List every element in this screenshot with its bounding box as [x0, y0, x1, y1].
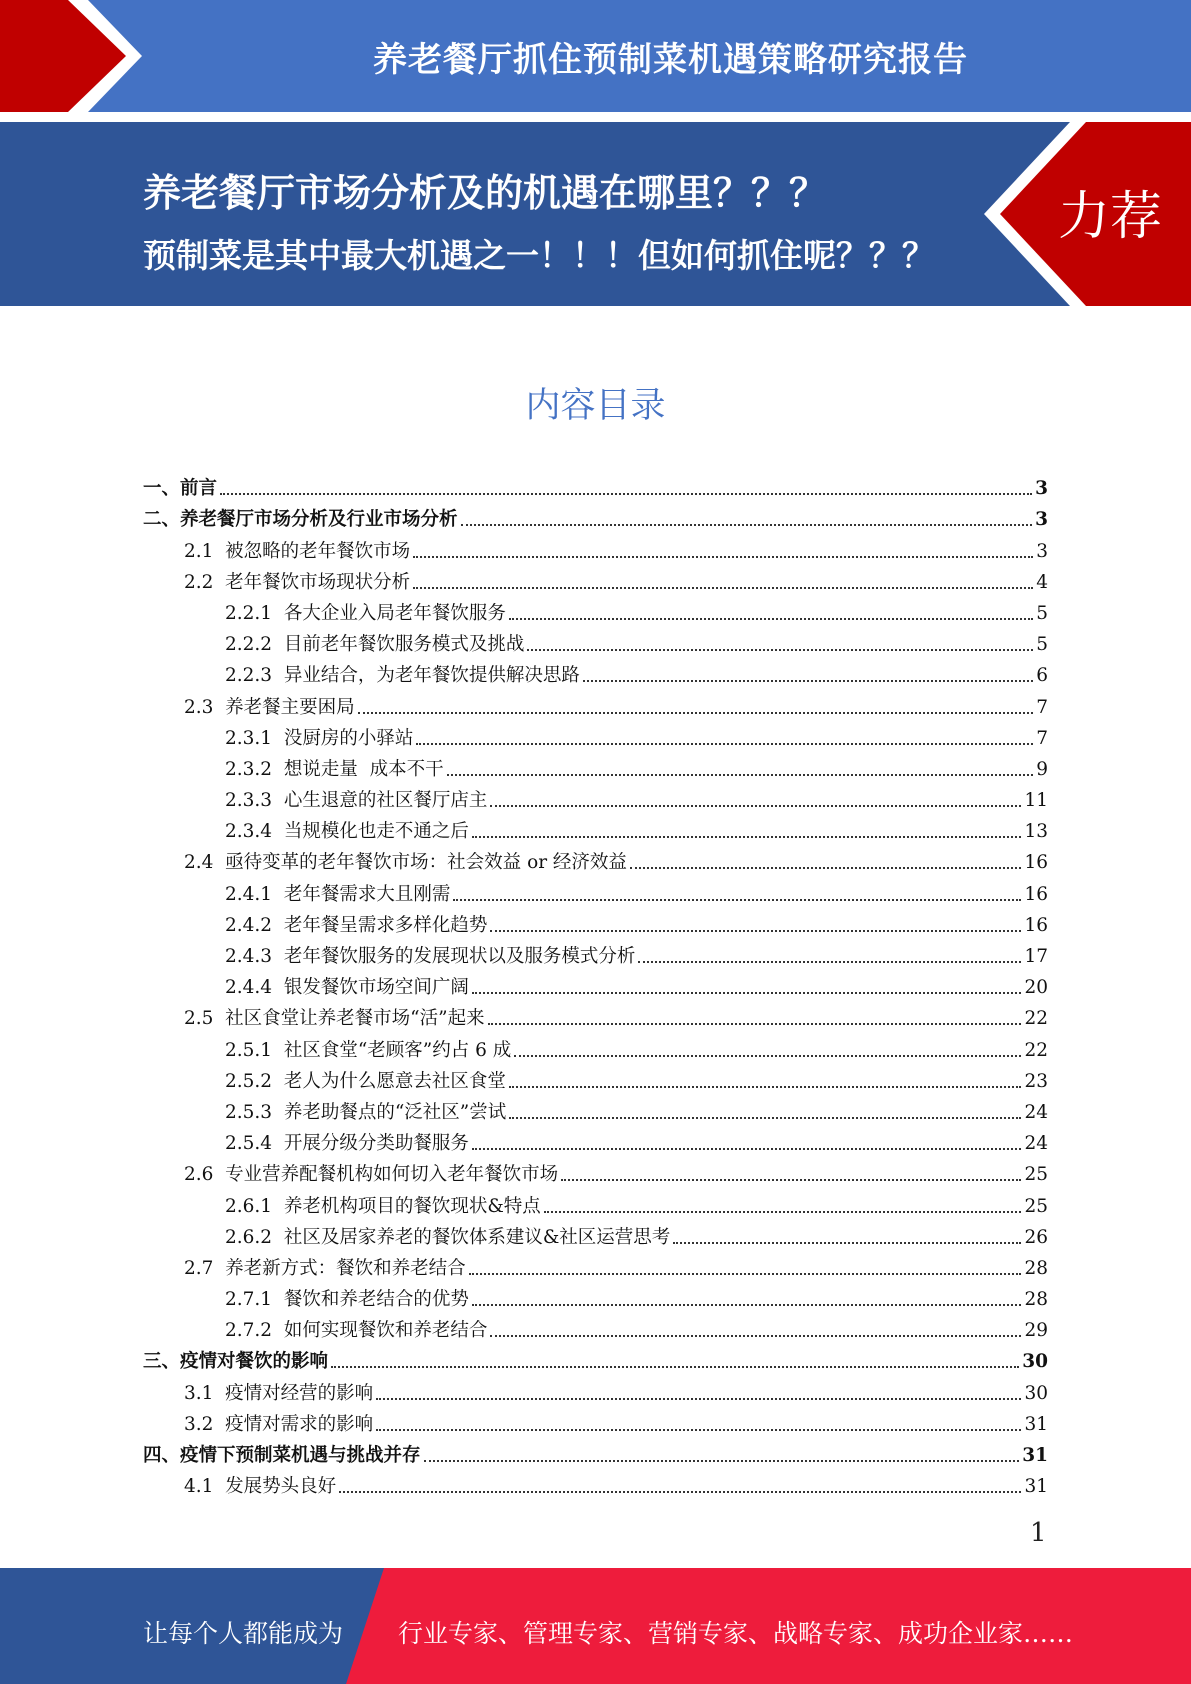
toc-entry-page: 28: [1024, 1289, 1048, 1311]
toc-entry-label: 2.6 专业营养配餐机构如何切入老年餐饮市场: [184, 1164, 559, 1186]
headline-secondary: 预制菜是其中最大机遇之一！！！但如何抓住呢？？？: [143, 236, 935, 275]
toc-entry-label: 3.1 疫情对经营的影响: [184, 1382, 374, 1404]
toc-leader-dots: [472, 1304, 1022, 1306]
toc-entry-page: 24: [1024, 1133, 1048, 1155]
toc-entry[interactable]: [143, 1125, 1048, 1156]
toc-entry-label: 2.5.3 养老助餐点的“泛社区”尝试: [225, 1101, 507, 1123]
toc-entry[interactable]: [143, 1437, 1048, 1468]
toc-leader-dots: [413, 587, 1033, 589]
toc-leader-dots: [461, 524, 1033, 526]
toc-entry-label: 2.7.2 如何实现餐饮和养老结合: [225, 1320, 488, 1342]
toc-entry-label: 2.2.3 异业结合，为老年餐饮提供解决思路: [225, 665, 580, 687]
toc-entry-label: 2.4 亟待变革的老年餐饮市场：社会效益 or 经济效益: [184, 852, 627, 874]
toc-leader-dots: [561, 1179, 1021, 1181]
toc-leader-dots: [376, 1429, 1021, 1431]
toc-entry[interactable]: [143, 1000, 1048, 1031]
toc-entry-page: 5: [1036, 602, 1048, 624]
toc-leader-dots: [339, 1491, 1021, 1493]
toc-entry-page: 13: [1024, 821, 1048, 843]
toc-entry-label: 2.4.2 老年餐呈需求多样化趋势: [225, 914, 488, 936]
toc-entry-label: 2.7.1 餐饮和养老结合的优势: [225, 1289, 469, 1311]
toc-entry-page: 31: [1024, 1476, 1048, 1498]
table-of-contents: [143, 470, 1048, 1499]
toc-leader-dots: [544, 1211, 1022, 1213]
toc-entry-label: 2.3.2 想说走量 成本不干: [225, 758, 444, 780]
toc-entry[interactable]: [143, 1250, 1048, 1281]
footer-slogan-right: 行业专家、管理专家、营销专家、战略专家、成功企业家……: [398, 1619, 1074, 1648]
headline-primary: 养老餐厅市场分析及的机遇在哪里？？？: [143, 171, 828, 215]
banner-red-arrow: [0, 0, 150, 112]
toc-entry-page: 20: [1024, 977, 1048, 999]
toc-leader-dots: [583, 680, 1033, 682]
toc-entry[interactable]: [143, 595, 1048, 626]
toc-leader-dots: [220, 493, 1032, 495]
toc-entry-label: 2.2.2 目前老年餐饮服务模式及挑战: [225, 634, 525, 656]
toc-entry-page: 22: [1024, 1039, 1048, 1061]
toc-entry-label: 2.3.1 没厨房的小驿站: [225, 727, 414, 749]
toc-entry-page: 3: [1036, 540, 1048, 562]
toc-leader-dots: [630, 867, 1022, 869]
toc-entry-label: 2.3.3 心生退意的社区餐厅店主: [225, 790, 488, 812]
toc-leader-dots: [509, 1086, 1022, 1088]
recommend-badge: 力荐: [1058, 187, 1163, 247]
toc-entry[interactable]: [143, 626, 1048, 657]
toc-entry-label: 2.5.4 开展分级分类助餐服务: [225, 1133, 469, 1155]
toc-leader-dots: [490, 930, 1021, 932]
toc-entry-page: 30: [1022, 1351, 1048, 1373]
toc-entry[interactable]: [143, 1156, 1048, 1187]
toc-leader-dots: [358, 712, 1034, 714]
toc-entry-label: 四、疫情下预制菜机遇与挑战并存: [143, 1445, 421, 1466]
toc-entry[interactable]: [143, 564, 1048, 595]
toc-entry-label: 2.2.1 各大企业入局老年餐饮服务: [225, 602, 506, 624]
toc-entry[interactable]: [143, 751, 1048, 782]
toc-entry-label: 2.5.2 老人为什么愿意去社区食堂: [225, 1070, 506, 1092]
toc-entry-label: 2.1 被忽略的老年餐饮市场: [184, 540, 411, 562]
toc-entry[interactable]: [143, 657, 1048, 688]
toc-entry[interactable]: [143, 844, 1048, 875]
toc-leader-dots: [490, 1335, 1021, 1337]
toc-entry-label: 2.5.1 社区食堂“老顾客”约占 6 成: [225, 1039, 512, 1061]
toc-entry-page: 31: [1022, 1445, 1048, 1466]
toc-entry-page: 22: [1024, 1008, 1048, 1030]
toc-entry-label: 一、前言: [143, 478, 218, 500]
toc-leader-dots: [527, 649, 1033, 651]
toc-entry[interactable]: [143, 688, 1048, 719]
toc-leader-dots: [490, 805, 1021, 807]
toc-entry[interactable]: [143, 875, 1048, 906]
toc-entry-page: 28: [1024, 1257, 1048, 1279]
toc-entry-label: 2.6.2 社区及居家养老的餐饮体系建议&社区运营思考: [225, 1226, 671, 1248]
toc-leader-dots: [413, 556, 1033, 558]
toc-entry-page: 7: [1036, 727, 1048, 749]
toc-leader-dots: [447, 774, 1034, 776]
toc-entry[interactable]: [143, 1063, 1048, 1094]
toc-entry-page: 16: [1024, 914, 1048, 936]
toc-entry-label: 3.2 疫情对需求的影响: [184, 1413, 374, 1435]
toc-entry[interactable]: [143, 1219, 1048, 1250]
toc-entry-label: 三、疫情对餐饮的影响: [143, 1351, 329, 1373]
toc-entry-page: 4: [1036, 571, 1048, 593]
toc-entry-label: 2.4.3 老年餐饮服务的发展现状以及服务模式分析: [225, 946, 636, 967]
toc-leader-dots: [331, 1366, 1019, 1368]
page-number: 1: [1030, 1518, 1047, 1548]
hero-banner: [0, 122, 1191, 306]
toc-entry-page: 17: [1024, 946, 1048, 967]
top-banner: [0, 0, 1191, 112]
toc-entry-page: 24: [1024, 1101, 1048, 1123]
toc-entry-page: 30: [1024, 1382, 1048, 1404]
toc-entry[interactable]: [143, 1031, 1048, 1062]
toc-entry-page: 23: [1024, 1070, 1048, 1092]
toc-entry-page: 3: [1035, 478, 1048, 500]
toc-entry-page: 25: [1024, 1164, 1048, 1186]
toc-entry[interactable]: [143, 1094, 1048, 1125]
toc-entry[interactable]: [143, 813, 1048, 844]
toc-entry-page: 25: [1024, 1195, 1048, 1217]
toc-entry-page: 7: [1036, 696, 1048, 718]
toc-entry[interactable]: [143, 501, 1048, 532]
toc-entry[interactable]: [143, 1312, 1048, 1343]
toc-entry[interactable]: [143, 1343, 1048, 1374]
toc-entry-label: 2.3 养老餐主要困局: [184, 696, 355, 718]
toc-leader-dots: [638, 961, 1021, 963]
toc-entry[interactable]: [143, 782, 1048, 813]
toc-entry[interactable]: [143, 907, 1048, 938]
toc-entry-label: 2.4.4 银发餐饮市场空间广阔: [225, 977, 469, 999]
toc-entry[interactable]: [143, 969, 1048, 1000]
toc-leader-dots: [376, 1398, 1021, 1400]
toc-leader-dots: [472, 992, 1022, 994]
toc-entry-label: 2.6.1 养老机构项目的餐饮现状&特点: [225, 1195, 541, 1217]
toc-entry[interactable]: [143, 532, 1048, 563]
toc-entry-page: 3: [1035, 509, 1048, 531]
toc-entry[interactable]: [143, 1406, 1048, 1437]
toc-leader-dots: [469, 1273, 1022, 1275]
toc-entry-label: 4.1 发展势头良好: [184, 1476, 337, 1498]
toc-entry-label: 2.3.4 当规模化也走不通之后: [225, 821, 469, 843]
toc-entry[interactable]: [143, 1374, 1048, 1405]
toc-entry-page: 29: [1024, 1320, 1048, 1342]
toc-entry-page: 6: [1036, 665, 1048, 687]
toc-entry-page: 5: [1036, 634, 1048, 656]
toc-leader-dots: [453, 899, 1021, 901]
toc-leader-dots: [416, 743, 1033, 745]
toc-entry-page: 11: [1024, 790, 1048, 812]
toc-leader-dots: [488, 1023, 1022, 1025]
toc-leader-dots: [472, 836, 1022, 838]
report-title: 养老餐厅抓住预制菜机遇策略研究报告: [373, 39, 968, 80]
toc-entry-label: 二、养老餐厅市场分析及行业市场分析: [143, 509, 458, 531]
toc-entry-label: 2.4.1 老年餐需求大且刚需: [225, 883, 451, 905]
toc-entry-label: 2.7 养老新方式：餐饮和养老结合: [184, 1257, 466, 1279]
footer-slogan-left: 让每个人都能成为: [143, 1619, 344, 1648]
toc-entry[interactable]: [143, 720, 1048, 751]
toc-leader-dots: [424, 1460, 1020, 1462]
footer-banner: [0, 1568, 1191, 1684]
toc-entry-page: 9: [1036, 758, 1048, 780]
toc-entry[interactable]: [143, 1468, 1048, 1499]
toc-entry[interactable]: [143, 1187, 1048, 1218]
toc-entry-label: 2.5 社区食堂让养老餐市场“活”起来: [184, 1008, 485, 1030]
toc-entry-page: 16: [1024, 883, 1048, 905]
toc-leader-dots: [472, 1148, 1022, 1150]
toc-entry-page: 16: [1024, 852, 1048, 874]
toc-entry-page: 26: [1024, 1226, 1048, 1248]
toc-title: 内容目录: [525, 386, 666, 426]
toc-leader-dots: [673, 1242, 1021, 1244]
toc-entry[interactable]: [143, 470, 1048, 501]
toc-leader-dots: [509, 618, 1033, 620]
toc-leader-dots: [509, 1117, 1021, 1119]
toc-entry[interactable]: [143, 1281, 1048, 1312]
toc-leader-dots: [514, 1055, 1021, 1057]
toc-entry[interactable]: [143, 938, 1048, 969]
toc-entry-label: 2.2 老年餐饮市场现状分析: [184, 571, 411, 593]
toc-entry-page: 31: [1024, 1413, 1048, 1435]
